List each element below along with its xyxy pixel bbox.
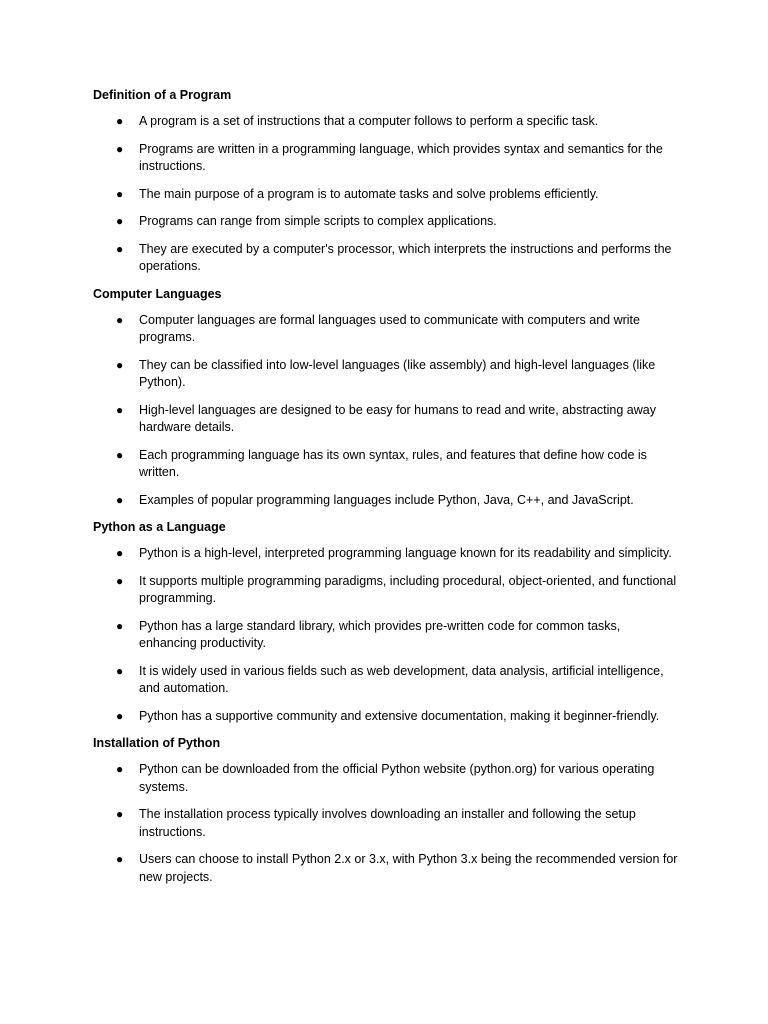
bullet-icon: ● [116,447,124,462]
bullet-icon: ● [116,357,124,372]
list-item-text: The installation process typically involves downloading an installer and following the setup instructions. [139,807,636,839]
bullet-list [93,761,678,886]
bullet-icon: ● [116,663,124,678]
list-item [93,663,678,698]
list-item-text: Computer languages are formal languages used to communicate with computers and write programs. [139,312,640,344]
bullet-icon: ● [116,807,124,821]
section-heading: Python as a Language [93,520,226,534]
list-item [93,618,678,653]
bullet-icon: ● [116,141,124,156]
list-item [93,357,678,392]
list-item [93,806,678,841]
list-item-text: Python is a high-level, interpreted programming language known for its readability and simplicity. [139,546,672,560]
list-item [93,545,678,563]
list-item-text: Python has a large standard library, which provides pre-written code for common tasks, enhancing productivity. [139,618,621,650]
bullet-icon: ● [116,186,124,201]
bullet-icon: ● [116,114,124,128]
list-item [93,851,678,886]
list-item-text: They can be classified into low-level languages (like assembly) and high-level languages (like Python). [139,357,656,389]
list-item-text: It is widely used in various fields such as web development, data analysis, artificial intelligence, and automation. [139,663,664,695]
bullet-icon: ● [116,618,124,633]
list-item-text: Python can be downloaded from the official Python website (python.org) for various operating systems. [139,762,655,794]
bullet-list [93,545,678,725]
section-heading: Computer Languages [93,286,222,301]
list-item [93,573,678,608]
list-item [93,312,678,347]
list-item-text: Programs are written in a programming language, which provides syntax and semantics for the instructions. [139,141,663,173]
list-item-text: Users can choose to install Python 2.x or 3.x, with Python 3.x being the recommended version for new projects. [139,852,678,884]
section-installation-of-python [93,734,678,886]
bullet-list [93,113,678,276]
bullet-icon: ● [116,214,124,228]
section-computer-languages [93,285,678,510]
list-item-text: Programs can range from simple scripts to complex applications. [139,214,497,228]
list-item [93,492,678,510]
bullet-icon: ● [116,762,124,776]
section-heading: Definition of a Program [93,88,232,102]
bullet-icon: ● [116,546,124,560]
list-item-text: A program is a set of instructions that a computer follows to perform a specific task. [139,114,599,128]
section-definition-of-program [93,86,678,276]
list-item [93,213,678,231]
section-heading: Installation of Python [93,736,221,750]
bullet-list [93,312,678,510]
bullet-icon: ● [116,402,124,417]
bullet-icon: ● [116,241,124,256]
list-item [93,402,678,437]
bullet-icon: ● [116,708,124,723]
list-item-text: The main purpose of a program is to automate tasks and solve problems efficiently. [139,186,599,201]
list-item-text: High-level languages are designed to be easy for humans to read and write, abstracting away hardware details. [139,402,656,434]
bullet-icon: ● [116,312,124,327]
list-item [93,447,678,482]
list-item [93,708,678,726]
list-item [93,186,678,204]
bullet-icon: ● [116,852,124,866]
section-python-as-language [93,518,678,725]
list-item-text: Each programming language has its own syntax, rules, and features that define how code is written. [139,447,647,479]
list-item-text: Examples of popular programming languages include Python, Java, C++, and JavaScript. [139,492,634,507]
list-item-text: Python has a supportive community and extensive documentation, making it beginner-friendly. [139,708,660,723]
bullet-icon: ● [116,573,124,588]
list-item-text: They are executed by a computer's processor, which interprets the instructions and performs the operations. [139,241,672,273]
bullet-icon: ● [116,492,124,507]
list-item [93,141,678,176]
list-item [93,761,678,796]
list-item [93,113,678,131]
list-item-text: It supports multiple programming paradigms, including procedural, object-oriented, and functional programming. [139,573,677,605]
list-item [93,241,678,276]
